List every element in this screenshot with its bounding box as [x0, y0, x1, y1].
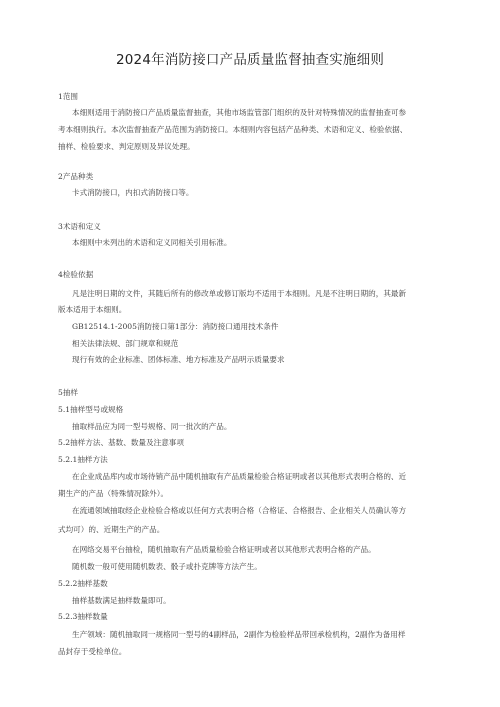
paragraph-line: 本细则适用于消防接口产品质量监督抽查，其他市场监管部门组织的及针对特殊情况的监督抽查可参 — [72, 108, 407, 117]
section-heading-basis: 4检验依据 — [58, 270, 94, 279]
subsection-heading: 5.2.1抽样方法 — [58, 455, 108, 464]
paragraph-line: 相关法律法规、部门规章和规范 — [72, 339, 179, 348]
section-heading-sampling: 5抽样 — [58, 388, 79, 397]
subsection-heading: 5.2抽样方法、基数、数量及注意事项 — [58, 438, 184, 447]
paragraph-line: 抽样基数满足抽样数量即可。 — [72, 596, 171, 605]
paragraph-line: 随机数一般可使用随机数表、骰子或扑克牌等方法产生。 — [72, 562, 262, 571]
paragraph-line: 抽样、检验要求、判定原则及异议处理。 — [58, 142, 195, 151]
paragraph-line: 式均可）的、近期生产的产品。 — [58, 525, 165, 534]
document-title: 2024年消防接口产品质量监督抽查实施细则 — [115, 52, 385, 68]
paragraph-line: 在流通领域抽取经企业检验合格或以任何方式表明合格（合格证、合格报告、企业相关人员确认等方 — [72, 506, 407, 515]
section-heading-scope: 1范围 — [58, 92, 79, 101]
standard-reference: GB12514.1-2005消防接口第1部分：消防接口通用技术条件 — [72, 322, 279, 331]
subsection-heading: 5.2.2抽样基数 — [58, 579, 108, 588]
section-heading-terms: 3术语和定义 — [58, 222, 101, 231]
paragraph-line: 生产领域：随机抽取同一规格同一型号的4副样品，2副作为检验样品带回承检机构，2副作为备用样 — [72, 630, 406, 639]
paragraph-line: 凡是注明日期的文件，其随后所有的修改单或修订版均不适用于本细则。凡是不注明日期的，其最新 — [72, 289, 407, 298]
paragraph-line: 本细则中未列出的术语和定义同相关引用标准。 — [72, 238, 232, 247]
subsection-heading: 5.2.3抽样数量 — [58, 612, 108, 621]
paragraph-line: 在企业成品库内或市场待销产品中随机抽取有产品质量检验合格证明或者以其他形式表明合格的、近 — [72, 472, 407, 481]
paragraph-line: 现行有效的企业标准、团体标准、地方标准及产品明示质量要求 — [72, 355, 285, 364]
paragraph-line: 考本细则执行。本次监督抽查产品范围为消防接口。本细则内容包括产品种类、术语和定义、检验依据、 — [58, 125, 408, 134]
paragraph-line: 在网络交易平台抽检，随机抽取有产品质量检验合格证明或者以其他形式表明合格的产品。 — [72, 545, 376, 554]
paragraph-line: 期生产的产品（特殊情况除外）。 — [58, 489, 169, 498]
paragraph-line: 品封存于受检单位。 — [58, 647, 127, 656]
paragraph-line: 版本适用于本细则。 — [58, 305, 127, 314]
paragraph-line: 卡式消防接口，内扣式消防接口等。 — [72, 188, 194, 197]
section-heading-product-types: 2产品种类 — [58, 172, 94, 181]
paragraph-line: 抽取样品应为同一型号规格、同一批次的产品。 — [72, 422, 232, 431]
subsection-heading: 5.1抽样型号或规格 — [58, 405, 124, 414]
